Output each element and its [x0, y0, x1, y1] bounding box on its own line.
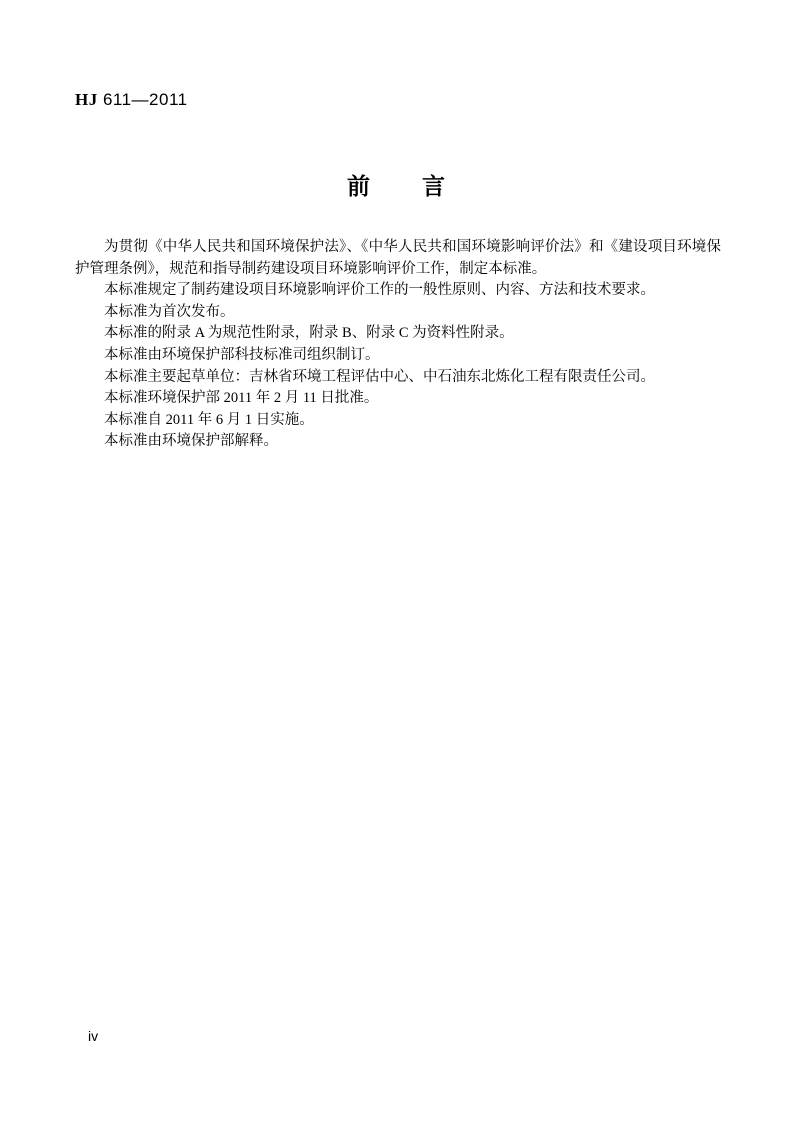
paragraph: 本标准为首次发布。	[104, 303, 235, 320]
paragraph: 本标准的附录 A 为规范性附录，附录 B、附录 C 为资料性附录。	[104, 325, 514, 342]
paragraph: 本标准自 2011 年 6 月 1 日实施。	[104, 411, 314, 428]
document-body	[75, 237, 721, 453]
paragraph: 本标准由环境保护部解释。	[104, 433, 278, 450]
document-code-number: 611—2011	[97, 90, 188, 109]
paragraph: 本标准环境保护部 2011 年 2 月 11 日批准。	[104, 390, 379, 407]
paragraph: 本标准主要起草单位：吉林省环境工程评估中心、中石油东北炼化工程有限责任公司。	[104, 368, 655, 385]
paragraph: 本标准由环境保护部科技标准司组织制订。	[104, 346, 380, 363]
page-number: iv	[88, 1028, 99, 1044]
page-title: 前 言	[347, 174, 447, 199]
paragraph: 为贯彻《中华人民共和国环境保护法》、《中华人民共和国环境影响评价法》和《建设项目环境保护管理条例》，规范和指导制药建设项目环境影响评价工作，制定本标准。	[75, 239, 721, 277]
paragraph: 本标准规定了制药建设项目环境影响评价工作的一般性原则、内容、方法和技术要求。	[104, 282, 655, 299]
document-code-prefix: HJ	[75, 90, 98, 109]
document-code	[75, 90, 188, 110]
